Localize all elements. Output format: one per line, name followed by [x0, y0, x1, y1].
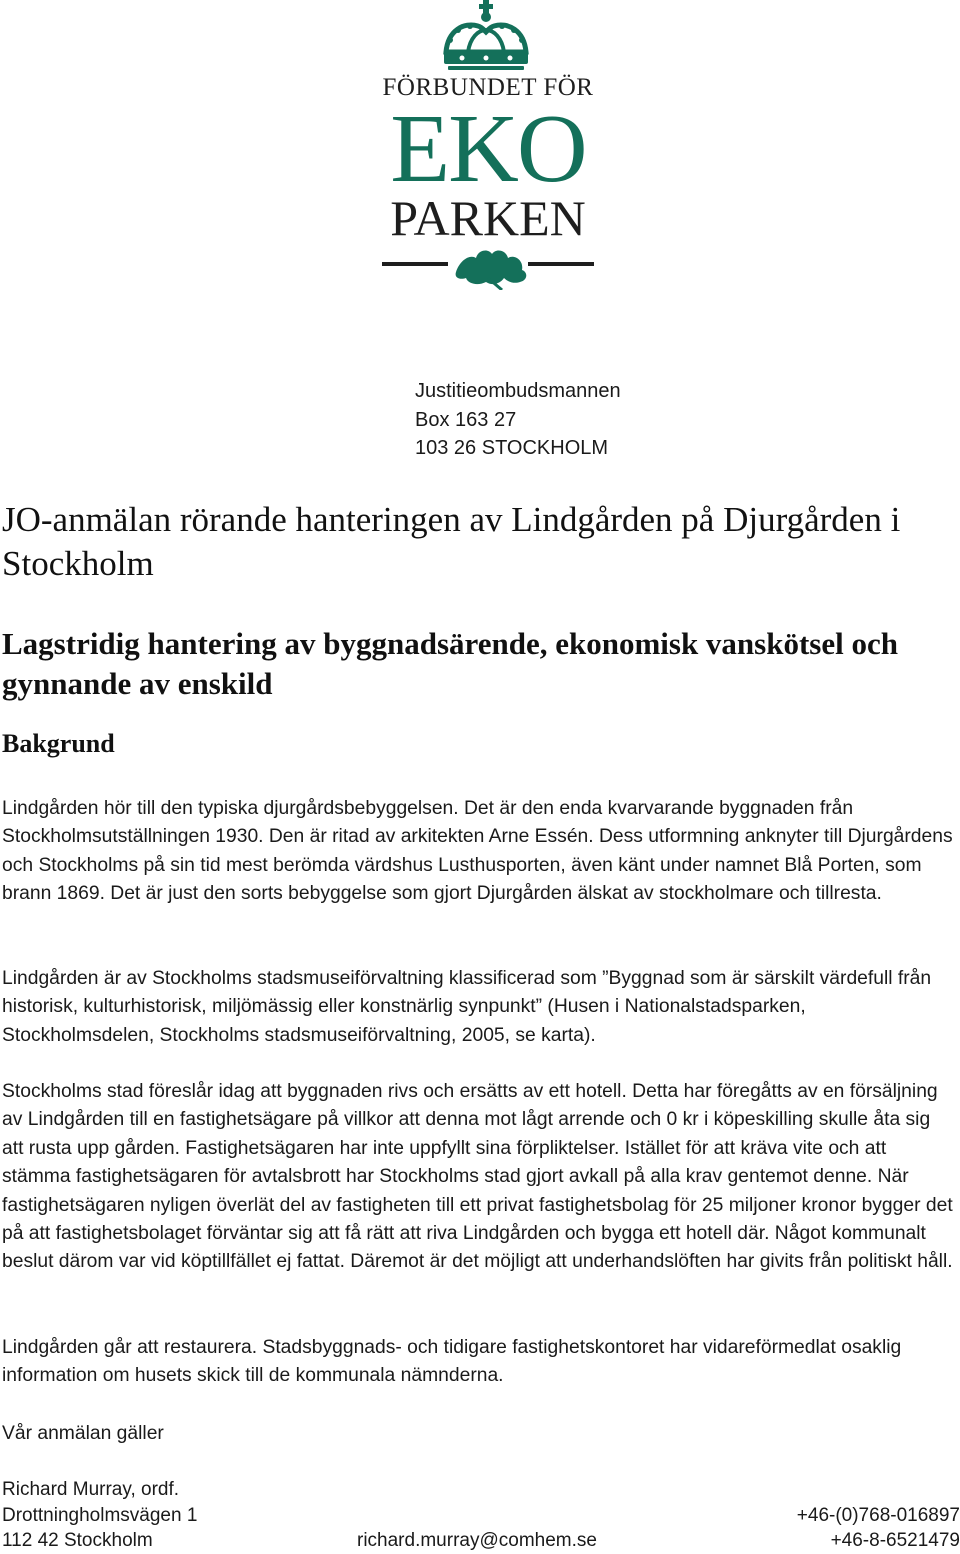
logo-text-parken: PARKEN [390, 190, 586, 246]
section-heading-bakgrund: Bakgrund [2, 729, 115, 758]
signature-street: Drottningholmsvägen 1 [2, 1505, 198, 1526]
logo-text-eko: EKO [390, 95, 586, 203]
document-subtitle: Lagstridig hantering av byggnadsärende, ekonomisk vanskötsel och gynnande av enskild [2, 626, 898, 701]
signature-name: Richard Murray, ordf. [2, 1479, 180, 1500]
recipient-box: Box 163 27 [415, 408, 517, 431]
recipient-address [415, 377, 621, 463]
signature-city: 112 42 Stockholm [2, 1530, 153, 1551]
logo-text-forbundet: FÖRBUNDET FÖR [382, 74, 594, 101]
oak-leaf-icon [378, 244, 598, 290]
body-paragraph: Vår anmälan gäller [2, 1423, 164, 1444]
organization-logo [378, 0, 598, 292]
crown-icon [438, 0, 534, 72]
signature-phone-mobile: +46-(0)768-016897 [796, 1505, 960, 1526]
body-paragraph: Lindgården är av Stockholms stadsmuseiförvaltning klassificerad som ”Byggnad som är särskilt värdefull från historisk, kulturhistorisk, miljömässig eller konstnärlig synpunkt” (Husen i Nationalstadsparken, Stockholmsdelen, Stockholms stadsmuseiförvaltning, 2005, se karta). [2, 968, 932, 1046]
signature-email: richard.murray@comhem.se [357, 1530, 597, 1551]
body-paragraph: Stockholms stad föreslår idag att byggnaden rivs och ersätts av ett hotell. Detta har föregåtts av en försäljning av Lindgården till en fastighetsägare på villkor att denna mot lågt arrende och 0 kr i köpeskilling skulle åta sig att rusta upp gården. Fastighetsägaren har inte uppfyllt sina förpliktelser. Istället för att kräva vite och att stämma fastighetsägaren för avtalsbrott har Stockholms stad gjort avkall på alla krav gentemot denne. När fastighetsägaren nyligen överlät del av fastigheten till ett privat fastighetsbolag för 25 miljoner kronor bygger det på att fastighetsbolaget förväntar sig att få rätt att riva Lindgården och bygga ett hotell där. Något kommunalt beslut därom var vid köptillfället ej fattat. Däremot är det möjligt att underhandslöften har givits från politiskt håll. [2, 1081, 953, 1273]
signature-phone-landline: +46-8-6521479 [830, 1530, 960, 1551]
body-paragraph: Lindgården går att restaurera. Stadsbyggnads- och tidigare fastighetskontoret har vidareförmedlat osaklig information om husets skick till de kommunala nämnderna. [2, 1337, 902, 1387]
recipient-name: Justitieombudsmannen [415, 380, 621, 402]
recipient-city: 103 26 STOCKHOLM [415, 437, 609, 459]
body-paragraph: Lindgården hör till den typiska djurgårdsbebyggelsen. Det är den enda kvarvarande byggnaden från Stockholmsutställningen 1930. Den är ritad av arkitekten Arne Essén. Dess utformning anknyter till Djurgårdens och Stockholms på sin tid mest berömda värdshus Lusthusporten, även känt under namnet Blå Porten, som brann 1869. Det är just den sorts bebyggelse som gjort Djurgården älskat av stockholmare och tillresta. [2, 798, 953, 905]
document-title: JO-anmälan rörande hanteringen av Lindgården på Djurgården i Stockholm [2, 500, 901, 583]
